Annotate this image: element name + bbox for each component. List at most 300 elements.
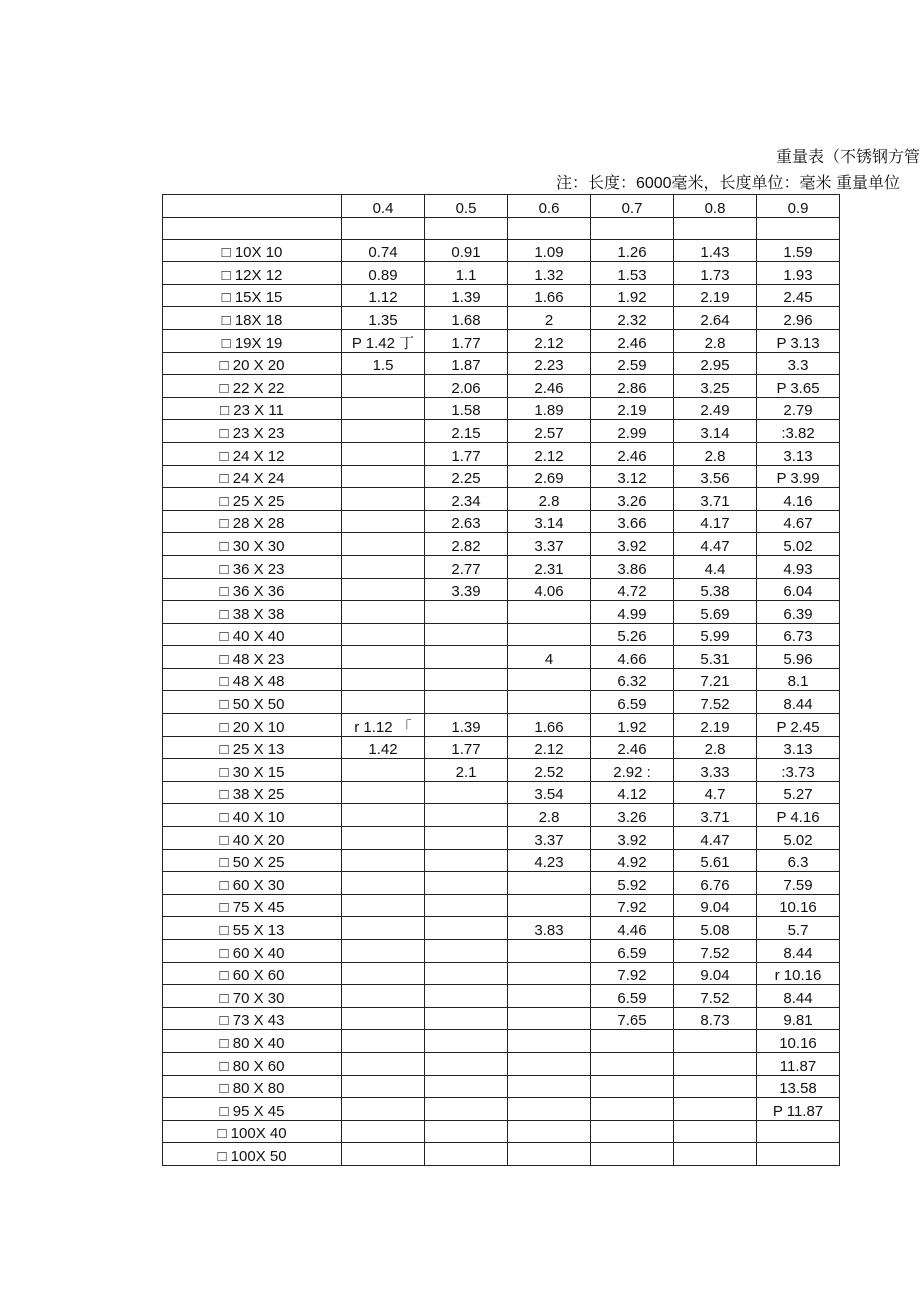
- weight-cell: 1.1: [425, 262, 508, 285]
- table-row: [163, 917, 840, 940]
- weight-cell: 2.8: [508, 804, 591, 827]
- weight-cell: 3.66: [591, 510, 674, 533]
- table-row: [163, 375, 840, 398]
- weight-cell: 2.23: [508, 352, 591, 375]
- size-cell: □ 50 X 50: [163, 691, 342, 714]
- size-cell: □ 18X 18: [163, 307, 342, 330]
- size-cell: □ 50 X 25: [163, 849, 342, 872]
- weight-cell: 1.93: [757, 262, 840, 285]
- weight-cell: P 11.87: [757, 1098, 840, 1121]
- weight-cell: [425, 804, 508, 827]
- weight-cell: 3.37: [508, 533, 591, 556]
- table-row: [163, 578, 840, 601]
- weight-cell: [425, 872, 508, 895]
- table-row: [163, 804, 840, 827]
- size-cell: □ 70 X 30: [163, 985, 342, 1008]
- weight-cell: [425, 1098, 508, 1121]
- weight-cell: 6.59: [591, 940, 674, 963]
- weight-cell: [342, 985, 425, 1008]
- weight-cell: 1.35: [342, 307, 425, 330]
- table-row: [163, 827, 840, 850]
- size-cell: □ 25 X 25: [163, 488, 342, 511]
- units-note: 注：长度：6000毫米，长度单位：毫米 重量单位: [555, 175, 900, 192]
- weight-cell: [591, 1030, 674, 1053]
- weight-cell: 2.1: [425, 759, 508, 782]
- weight-cell: 1.59: [757, 239, 840, 262]
- table-body: [163, 239, 840, 1165]
- weight-cell: 1.42: [342, 736, 425, 759]
- weight-cell: 3.54: [508, 781, 591, 804]
- table-row: [163, 668, 840, 691]
- size-cell: □ 40 X 10: [163, 804, 342, 827]
- weight-cell: [342, 668, 425, 691]
- weight-cell: 3.13: [757, 736, 840, 759]
- weight-cell: 3.37: [508, 827, 591, 850]
- table-row: [163, 1052, 840, 1075]
- size-cell: □ 60 X 60: [163, 962, 342, 985]
- weight-cell: [508, 623, 591, 646]
- weight-cell: 4.12: [591, 781, 674, 804]
- size-cell: □ 30 X 15: [163, 759, 342, 782]
- weight-cell: [342, 962, 425, 985]
- table-row: [163, 940, 840, 963]
- weight-cell: [508, 691, 591, 714]
- weight-cell: 4.7: [674, 781, 757, 804]
- weight-cell: 5.08: [674, 917, 757, 940]
- weight-cell: 4.99: [591, 601, 674, 624]
- size-cell: □ 23 X 11: [163, 397, 342, 420]
- weight-cell: 8.44: [757, 940, 840, 963]
- weight-cell: 3.86: [591, 555, 674, 578]
- weight-cell: 3.12: [591, 465, 674, 488]
- weight-cell: [342, 804, 425, 827]
- size-cell: □ 36 X 36: [163, 578, 342, 601]
- table-row: [163, 894, 840, 917]
- weight-cell: P 3.65: [757, 375, 840, 398]
- page-title: 重量表（不锈钢方管: [775, 149, 920, 166]
- weight-cell: 1.53: [591, 262, 674, 285]
- weight-cell: P 1.42 丁: [342, 329, 425, 352]
- weight-cell: [342, 872, 425, 895]
- weight-cell: 6.3: [757, 849, 840, 872]
- weight-cell: [342, 555, 425, 578]
- size-cell: □ 30 X 30: [163, 533, 342, 556]
- weight-cell: 3.26: [591, 488, 674, 511]
- size-cell: □ 75 X 45: [163, 894, 342, 917]
- weight-cell: 8.44: [757, 985, 840, 1008]
- blank-row: [163, 217, 840, 239]
- weight-cell: 6.32: [591, 668, 674, 691]
- weight-cell: 2.69: [508, 465, 591, 488]
- weight-cell: [425, 827, 508, 850]
- size-cell: □ 48 X 23: [163, 646, 342, 669]
- weight-cell: [342, 1143, 425, 1166]
- weight-cell: 6.59: [591, 985, 674, 1008]
- weight-cell: 4.67: [757, 510, 840, 533]
- size-cell: □ 38 X 25: [163, 781, 342, 804]
- weight-cell: 4.23: [508, 849, 591, 872]
- size-cell: □ 100X 50: [163, 1143, 342, 1166]
- weight-cell: [342, 533, 425, 556]
- weight-cell: 1.58: [425, 397, 508, 420]
- table-row: [163, 962, 840, 985]
- weight-cell: 2.34: [425, 488, 508, 511]
- header-cell: 0.7: [591, 195, 674, 218]
- weight-cell: [342, 940, 425, 963]
- weight-cell: [342, 827, 425, 850]
- weight-cell: :3.82: [757, 420, 840, 443]
- weight-cell: [342, 849, 425, 872]
- size-cell: □ 73 X 43: [163, 1007, 342, 1030]
- weight-cell: 1.39: [425, 284, 508, 307]
- size-cell: □ 55 X 13: [163, 917, 342, 940]
- weight-cell: [342, 465, 425, 488]
- table-row: [163, 1120, 840, 1143]
- weight-cell: [425, 781, 508, 804]
- weight-cell: 2.12: [508, 329, 591, 352]
- weight-cell: P 4.16: [757, 804, 840, 827]
- weight-cell: 3.83: [508, 917, 591, 940]
- size-cell: □ 20 X 10: [163, 714, 342, 737]
- table-row: [163, 420, 840, 443]
- size-cell: □ 80 X 60: [163, 1052, 342, 1075]
- weight-cell: [757, 1120, 840, 1143]
- weight-cell: 1.73: [674, 262, 757, 285]
- size-cell: □ 20 X 20: [163, 352, 342, 375]
- weight-cell: 2.99: [591, 420, 674, 443]
- weight-cell: [342, 759, 425, 782]
- weight-cell: 1.12: [342, 284, 425, 307]
- weight-cell: 5.02: [757, 827, 840, 850]
- weight-cell: 2.8: [508, 488, 591, 511]
- table-row: [163, 510, 840, 533]
- weight-table: [162, 194, 840, 1166]
- weight-cell: [342, 781, 425, 804]
- weight-cell: 2.79: [757, 397, 840, 420]
- weight-cell: 2.8: [674, 736, 757, 759]
- size-cell: □ 80 X 80: [163, 1075, 342, 1098]
- weight-cell: 7.59: [757, 872, 840, 895]
- weight-cell: [508, 962, 591, 985]
- table-row: [163, 872, 840, 895]
- weight-cell: 2.59: [591, 352, 674, 375]
- weight-cell: [425, 1030, 508, 1053]
- weight-cell: 4.66: [591, 646, 674, 669]
- weight-cell: 3.39: [425, 578, 508, 601]
- weight-cell: [425, 1120, 508, 1143]
- weight-cell: [508, 894, 591, 917]
- weight-cell: 5.96: [757, 646, 840, 669]
- weight-cell: :3.73: [757, 759, 840, 782]
- weight-cell: 3.3: [757, 352, 840, 375]
- weight-cell: [508, 1007, 591, 1030]
- weight-cell: 7.52: [674, 985, 757, 1008]
- weight-cell: 4: [508, 646, 591, 669]
- weight-cell: 4.06: [508, 578, 591, 601]
- size-cell: □ 95 X 45: [163, 1098, 342, 1121]
- weight-cell: 2.8: [674, 442, 757, 465]
- table-row: [163, 646, 840, 669]
- weight-cell: [674, 1052, 757, 1075]
- weight-cell: 1.77: [425, 442, 508, 465]
- weight-cell: 7.92: [591, 962, 674, 985]
- table-row: [163, 284, 840, 307]
- weight-cell: [342, 1030, 425, 1053]
- weight-cell: 2.46: [591, 736, 674, 759]
- weight-cell: [508, 1120, 591, 1143]
- weight-cell: [674, 1098, 757, 1121]
- header-cell: [163, 195, 342, 218]
- size-cell: □ 60 X 40: [163, 940, 342, 963]
- weight-cell: 4.47: [674, 827, 757, 850]
- weight-cell: [425, 691, 508, 714]
- size-cell: □ 24 X 12: [163, 442, 342, 465]
- size-cell: □ 28 X 28: [163, 510, 342, 533]
- weight-cell: [508, 1143, 591, 1166]
- weight-cell: [508, 1052, 591, 1075]
- weight-cell: 1.87: [425, 352, 508, 375]
- weight-cell: [591, 1098, 674, 1121]
- weight-cell: 4.16: [757, 488, 840, 511]
- size-cell: □ 15X 15: [163, 284, 342, 307]
- table-row: [163, 759, 840, 782]
- weight-cell: 3.71: [674, 804, 757, 827]
- weight-cell: [674, 1030, 757, 1053]
- weight-cell: 0.89: [342, 262, 425, 285]
- weight-cell: 8.44: [757, 691, 840, 714]
- size-cell: □ 40 X 20: [163, 827, 342, 850]
- size-cell: □ 100X 40: [163, 1120, 342, 1143]
- weight-cell: 2.32: [591, 307, 674, 330]
- size-cell: □ 19X 19: [163, 329, 342, 352]
- weight-cell: 5.27: [757, 781, 840, 804]
- header-cell: 0.8: [674, 195, 757, 218]
- weight-cell: 1.66: [508, 714, 591, 737]
- weight-cell: 1.32: [508, 262, 591, 285]
- weight-cell: 2.63: [425, 510, 508, 533]
- weight-cell: 1.89: [508, 397, 591, 420]
- header-cell: 0.5: [425, 195, 508, 218]
- table-row: [163, 239, 840, 262]
- weight-cell: 2.19: [674, 714, 757, 737]
- weight-cell: 2.45: [757, 284, 840, 307]
- weight-cell: [342, 397, 425, 420]
- weight-cell: [342, 917, 425, 940]
- size-cell: □ 40 X 40: [163, 623, 342, 646]
- weight-cell: 1.43: [674, 239, 757, 262]
- size-cell: □ 38 X 38: [163, 601, 342, 624]
- weight-cell: [342, 510, 425, 533]
- weight-cell: [508, 1098, 591, 1121]
- table-row: [163, 1030, 840, 1053]
- table-row: [163, 1007, 840, 1030]
- weight-cell: 0.91: [425, 239, 508, 262]
- weight-cell: 2.96: [757, 307, 840, 330]
- weight-cell: 1.09: [508, 239, 591, 262]
- weight-cell: 1.5: [342, 352, 425, 375]
- weight-cell: 6.59: [591, 691, 674, 714]
- weight-cell: [342, 601, 425, 624]
- weight-cell: [425, 894, 508, 917]
- weight-cell: 5.61: [674, 849, 757, 872]
- table-row: [163, 1143, 840, 1166]
- weight-cell: [342, 691, 425, 714]
- weight-cell: 3.92: [591, 533, 674, 556]
- weight-cell: [342, 1075, 425, 1098]
- weight-cell: [425, 601, 508, 624]
- table-row: [163, 465, 840, 488]
- weight-cell: 3.13: [757, 442, 840, 465]
- weight-cell: 5.26: [591, 623, 674, 646]
- weight-cell: 6.39: [757, 601, 840, 624]
- weight-cell: [508, 985, 591, 1008]
- weight-cell: 7.21: [674, 668, 757, 691]
- size-cell: □ 12X 12: [163, 262, 342, 285]
- weight-cell: 4.72: [591, 578, 674, 601]
- table-row: [163, 736, 840, 759]
- weight-cell: P 3.13: [757, 329, 840, 352]
- weight-cell: [425, 646, 508, 669]
- weight-cell: 13.58: [757, 1075, 840, 1098]
- size-cell: □ 22 X 22: [163, 375, 342, 398]
- size-cell: □ 25 X 13: [163, 736, 342, 759]
- weight-cell: [425, 962, 508, 985]
- table-row: [163, 442, 840, 465]
- weight-cell: 5.99: [674, 623, 757, 646]
- weight-cell: 7.52: [674, 940, 757, 963]
- table-header-row: [163, 195, 840, 218]
- weight-cell: [342, 1052, 425, 1075]
- weight-cell: 5.31: [674, 646, 757, 669]
- weight-cell: 2.46: [508, 375, 591, 398]
- weight-cell: 4.47: [674, 533, 757, 556]
- weight-cell: 8.1: [757, 668, 840, 691]
- weight-cell: 4.17: [674, 510, 757, 533]
- weight-cell: [342, 646, 425, 669]
- weight-cell: 2.49: [674, 397, 757, 420]
- weight-cell: 3.71: [674, 488, 757, 511]
- weight-cell: 2.31: [508, 555, 591, 578]
- weight-cell: 1.39: [425, 714, 508, 737]
- weight-cell: 11.87: [757, 1052, 840, 1075]
- weight-cell: [508, 1075, 591, 1098]
- header-cell: 0.4: [342, 195, 425, 218]
- weight-cell: 2.57: [508, 420, 591, 443]
- weight-cell: 3.14: [508, 510, 591, 533]
- weight-cell: r 10.16: [757, 962, 840, 985]
- weight-cell: 4.46: [591, 917, 674, 940]
- table-row: [163, 307, 840, 330]
- weight-cell: 2.46: [591, 442, 674, 465]
- weight-cell: 2.64: [674, 307, 757, 330]
- weight-cell: 3.25: [674, 375, 757, 398]
- weight-cell: [342, 894, 425, 917]
- weight-cell: 2.82: [425, 533, 508, 556]
- weight-cell: 8.73: [674, 1007, 757, 1030]
- weight-cell: [591, 1075, 674, 1098]
- weight-cell: [425, 1143, 508, 1166]
- table-row: [163, 781, 840, 804]
- weight-cell: [342, 488, 425, 511]
- weight-cell: [425, 1075, 508, 1098]
- weight-cell: [425, 623, 508, 646]
- weight-cell: 5.69: [674, 601, 757, 624]
- weight-cell: 2.95: [674, 352, 757, 375]
- weight-cell: [674, 1143, 757, 1166]
- table-row: [163, 985, 840, 1008]
- weight-cell: [508, 872, 591, 895]
- weight-cell: [508, 1030, 591, 1053]
- size-cell: □ 36 X 23: [163, 555, 342, 578]
- weight-cell: 4.4: [674, 555, 757, 578]
- weight-cell: [591, 1143, 674, 1166]
- weight-cell: P 2.45: [757, 714, 840, 737]
- table-row: [163, 555, 840, 578]
- weight-cell: 1.26: [591, 239, 674, 262]
- weight-cell: 2.15: [425, 420, 508, 443]
- weight-cell: 3.92: [591, 827, 674, 850]
- weight-cell: P 3.99: [757, 465, 840, 488]
- table-row: [163, 1098, 840, 1121]
- weight-cell: 2.77: [425, 555, 508, 578]
- weight-cell: 1.92: [591, 714, 674, 737]
- weight-cell: 7.65: [591, 1007, 674, 1030]
- weight-cell: 5.92: [591, 872, 674, 895]
- weight-cell: 10.16: [757, 894, 840, 917]
- weight-cell: 9.04: [674, 894, 757, 917]
- weight-cell: 2.86: [591, 375, 674, 398]
- weight-cell: [342, 420, 425, 443]
- table-row: [163, 623, 840, 646]
- weight-cell: 2.19: [674, 284, 757, 307]
- weight-cell: 9.81: [757, 1007, 840, 1030]
- table-row: [163, 262, 840, 285]
- weight-cell: 2.12: [508, 442, 591, 465]
- weight-cell: 2.12: [508, 736, 591, 759]
- header-cell: 0.6: [508, 195, 591, 218]
- weight-cell: [425, 985, 508, 1008]
- weight-cell: 2.25: [425, 465, 508, 488]
- weight-cell: 6.04: [757, 578, 840, 601]
- table-row: [163, 849, 840, 872]
- weight-cell: 2.8: [674, 329, 757, 352]
- weight-cell: 4.93: [757, 555, 840, 578]
- weight-cell: 10.16: [757, 1030, 840, 1053]
- weight-cell: 1.66: [508, 284, 591, 307]
- weight-cell: 6.76: [674, 872, 757, 895]
- weight-cell: 2.19: [591, 397, 674, 420]
- table-row: [163, 1075, 840, 1098]
- table-row: [163, 691, 840, 714]
- weight-cell: 4.92: [591, 849, 674, 872]
- size-cell: □ 23 X 23: [163, 420, 342, 443]
- table-row: [163, 714, 840, 737]
- weight-cell: 0.74: [342, 239, 425, 262]
- weight-cell: [342, 375, 425, 398]
- weight-cell: [674, 1075, 757, 1098]
- weight-cell: 2.46: [591, 329, 674, 352]
- size-cell: □ 80 X 40: [163, 1030, 342, 1053]
- table-row: [163, 352, 840, 375]
- weight-cell: 7.52: [674, 691, 757, 714]
- weight-cell: [674, 1120, 757, 1143]
- size-cell: □ 24 X 24: [163, 465, 342, 488]
- weight-cell: 2.06: [425, 375, 508, 398]
- table-row: [163, 533, 840, 556]
- weight-cell: 3.26: [591, 804, 674, 827]
- size-cell: □ 10X 10: [163, 239, 342, 262]
- header-cell: 0.9: [757, 195, 840, 218]
